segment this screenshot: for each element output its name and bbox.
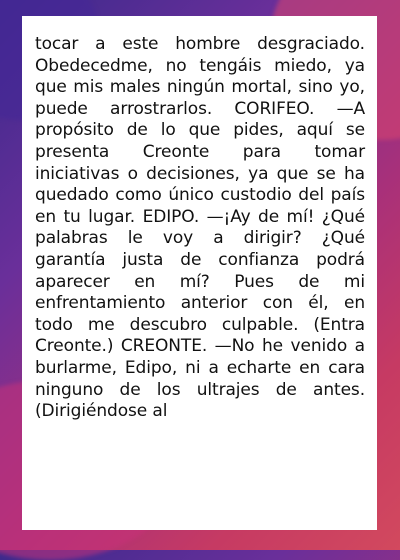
page-body-text: tocar a este hombre desgraciado. Obedecedme, no tengáis miedo, ya que mis males ningún mortal, sino yo, puede arrostrarlos. CORIFEO. —A propósito de lo que pides, aquí se presenta Creonte para tomar iniciativas o decisiones, ya que se ha quedado como único custodio del país en tu lugar. EDIPO. —¡Ay de mí! ¿Qué palabras le voy a dirigir? ¿Qué garantía justa de confianza podrá aparecer en mí? Pues de mi enfrentamiento anterior con él, en todo me descubro culpable. (Entra Creonte.) CREONTE. —No he venido a burlarme, Edipo, ni a echarte en cara ninguno de los ultrajes de antes. (Dirigiéndose al — [35, 34, 365, 422]
book-page — [22, 16, 377, 530]
